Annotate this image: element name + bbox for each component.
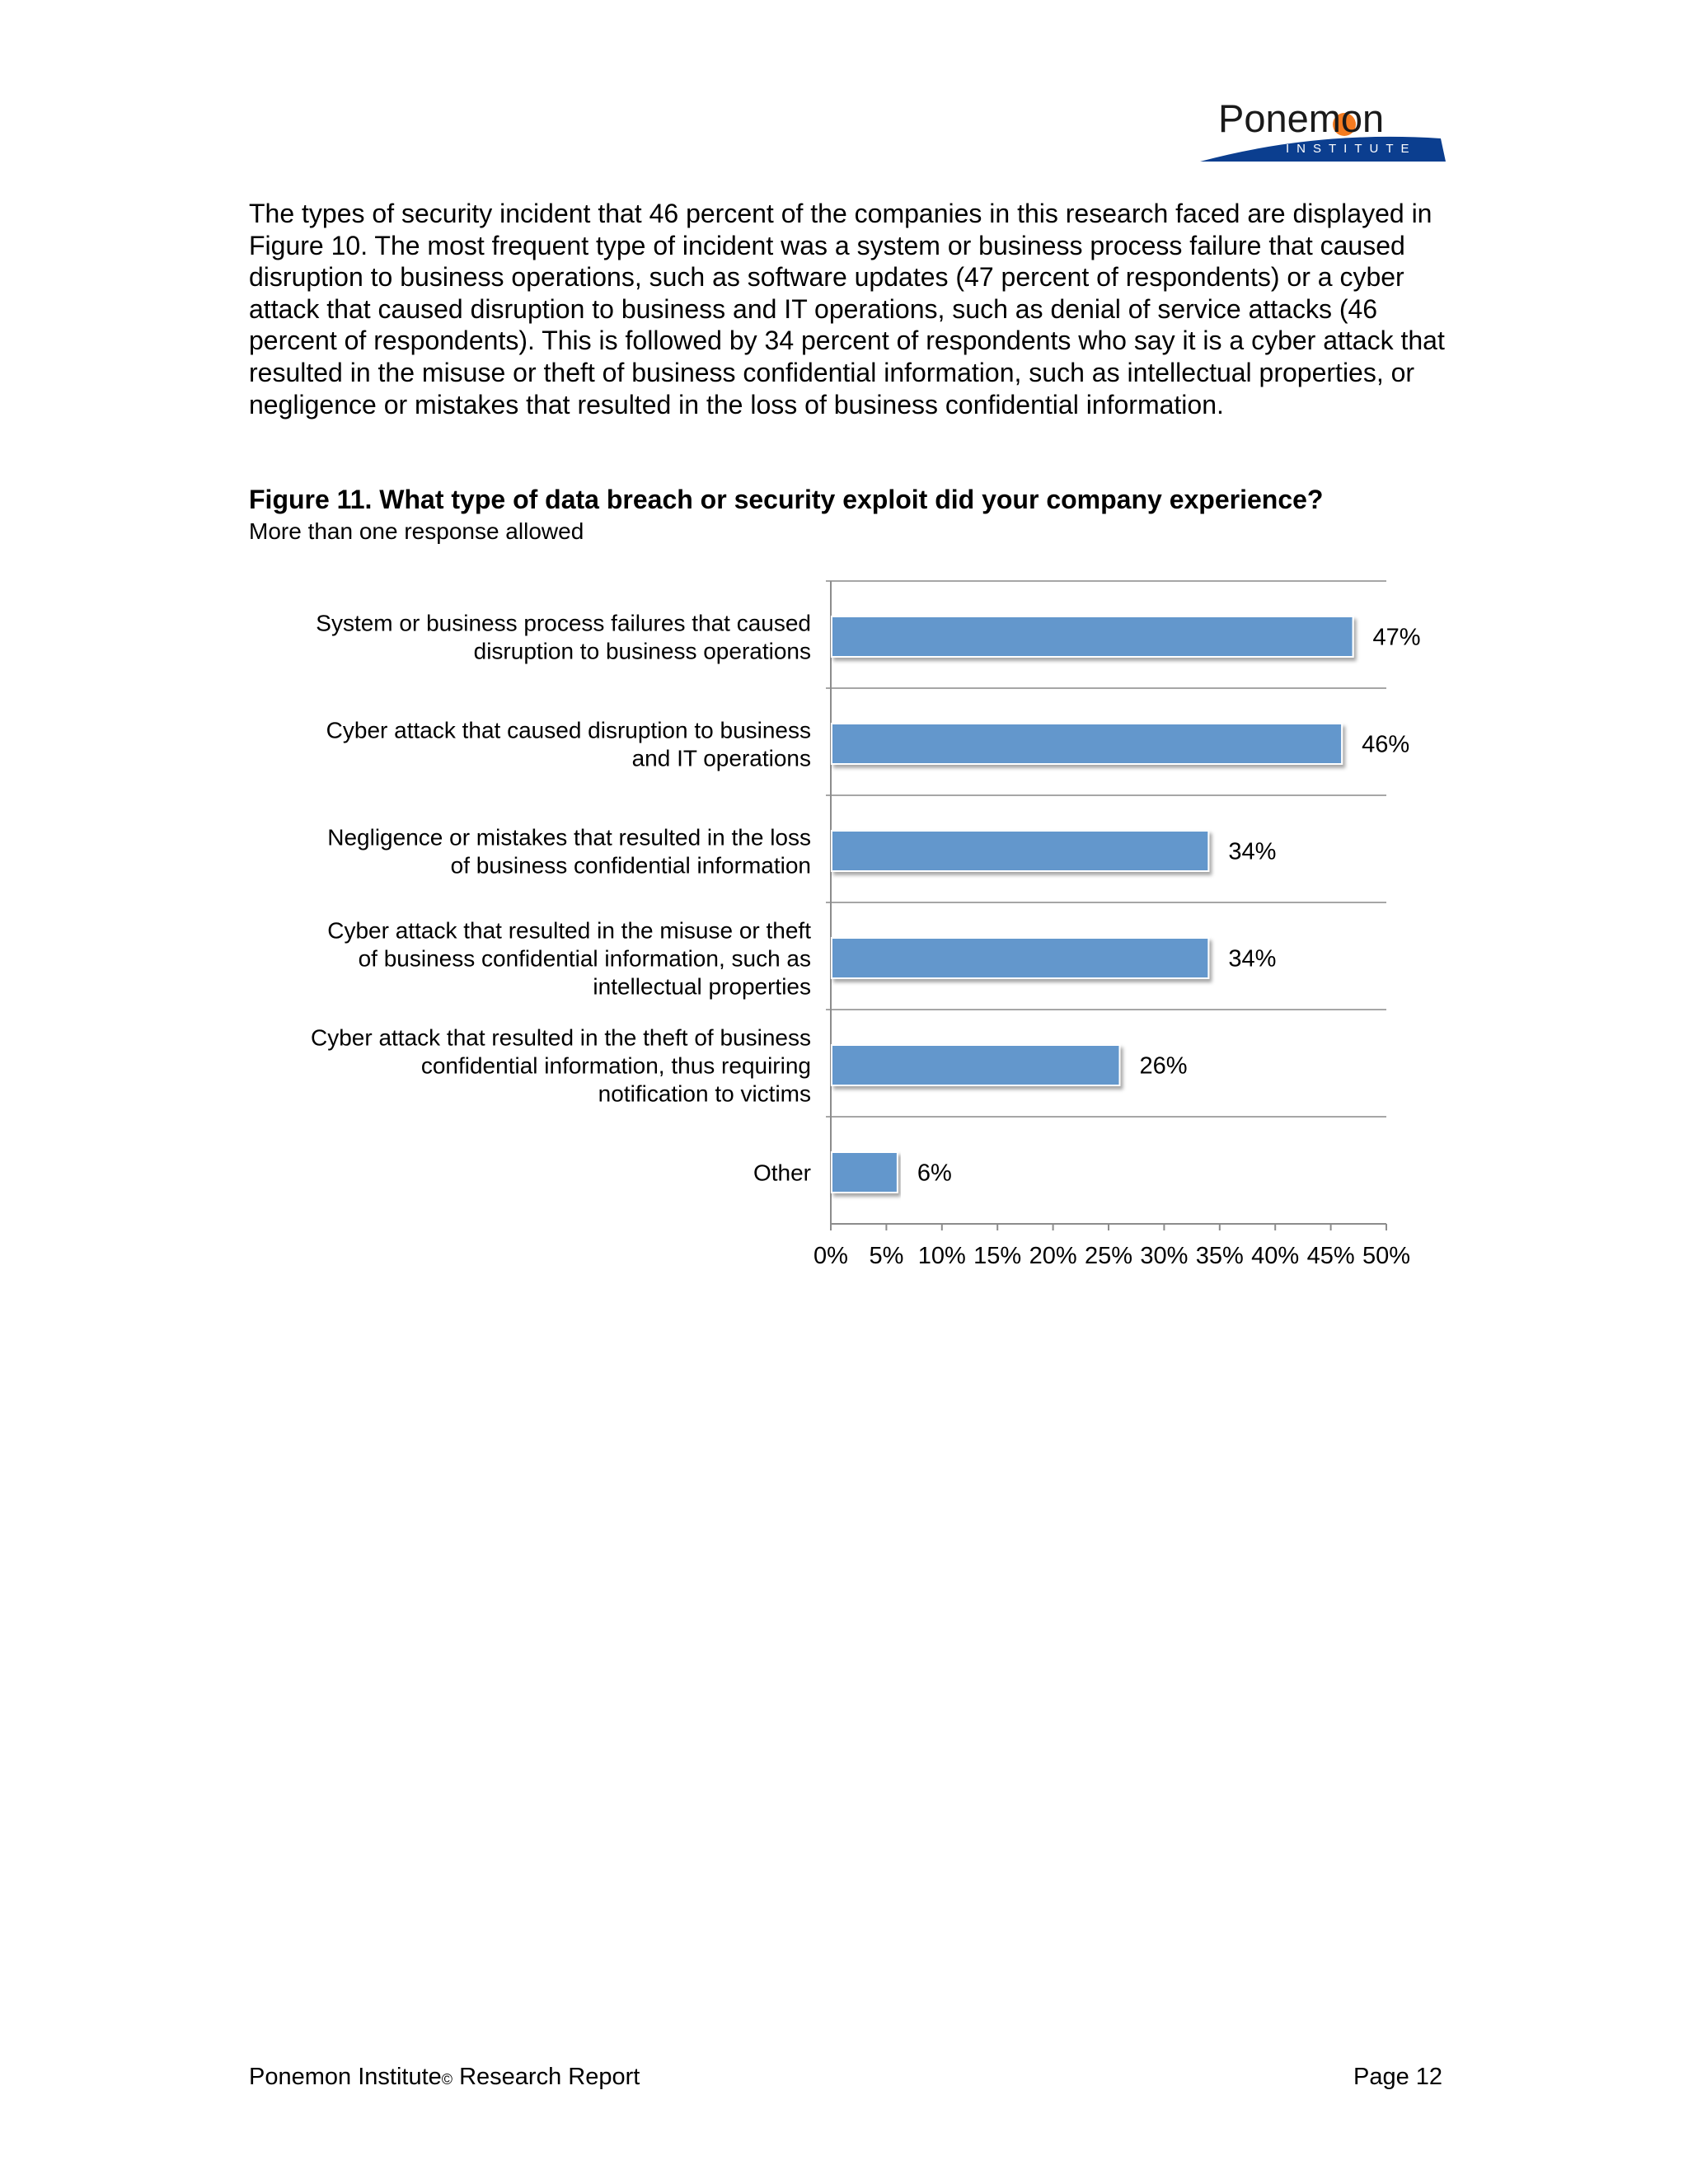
bar: [832, 938, 1208, 978]
footer-institute: Ponemon Institute: [249, 2064, 442, 2090]
x-tick-label: 5%: [869, 1243, 904, 1269]
x-tick-label: 50%: [1362, 1243, 1411, 1269]
category-label: [316, 611, 811, 664]
logo-name: Ponemon: [1218, 96, 1385, 140]
bar: [832, 831, 1208, 871]
bar: [832, 1152, 898, 1193]
category-label-line: Cyber attack that caused disruption to business: [326, 717, 811, 743]
x-tick-label: 35%: [1195, 1243, 1244, 1269]
figure-title: Figure 11. What type of data breach or security exploit did your company experience?: [249, 485, 1324, 514]
category-label-line: of business confidential information: [450, 852, 811, 879]
x-tick-label: 40%: [1251, 1243, 1300, 1269]
category-label-line: disruption to business operations: [473, 638, 811, 664]
x-tick-label: 45%: [1306, 1243, 1355, 1269]
bar: [832, 616, 1353, 657]
category-label-line: of business confidential information, such as: [358, 945, 811, 972]
body-paragraph: The types of security incident that 46 percent of the companies in this research faced are displayed in Figure 10. The most frequent type of incident was a system or business process failure that caused disruption to business operations, such as software updates (47 percent of respondents) or a cyber attack that caused disruption to business and IT operations, such as denial of service attacks (46 percent of respondents). This is followed by 34 percent of respondents who say it is a cyber attack that resulted in the misuse or theft of business confidential information, such as intellectual properties, or negligence or mistakes that resulted in the loss of business confidential information.: [249, 199, 1445, 419]
category-label-line: and IT operations: [631, 745, 811, 771]
category-label-line: Other: [753, 1160, 811, 1186]
footer-page-number: Page 12: [1353, 2064, 1443, 2090]
category-label-line: confidential information, thus requiring: [420, 1052, 811, 1079]
category-label: [311, 1025, 811, 1107]
category-label: [327, 918, 811, 1000]
bar-value-label: 6%: [917, 1160, 952, 1187]
figure-subtitle: More than one response allowed: [249, 518, 584, 544]
category-label: [753, 1160, 811, 1186]
bar-value-label: 26%: [1139, 1052, 1188, 1080]
category-label: [327, 825, 811, 879]
category-label-line: Negligence or mistakes that resulted in the loss: [327, 824, 811, 851]
category-label-line: intellectual properties: [593, 973, 811, 1000]
x-tick-label: 0%: [814, 1243, 848, 1269]
footer-report-name: [249, 2064, 640, 2091]
category-label-line: Cyber attack that resulted in the misuse or theft: [327, 917, 811, 944]
x-tick-label: 20%: [1029, 1243, 1077, 1269]
bar: [832, 724, 1342, 764]
category-label-line: notification to victims: [598, 1080, 811, 1107]
bar-value-label: 34%: [1228, 945, 1277, 972]
x-tick-label: 15%: [973, 1243, 1022, 1269]
x-tick-label: 25%: [1084, 1243, 1133, 1269]
footer-report-suffix: Research Report: [452, 2064, 640, 2090]
bar: [832, 1045, 1119, 1085]
bar-value-label: 46%: [1362, 731, 1410, 758]
category-label-line: System or business process failures that caused: [316, 610, 811, 636]
x-tick-label: 10%: [917, 1243, 966, 1269]
category-label: [326, 718, 811, 771]
bar-value-label: 34%: [1228, 838, 1277, 865]
x-tick-label: 30%: [1140, 1243, 1189, 1269]
logo-subtitle: INSTITUTE: [1286, 142, 1417, 156]
category-label-line: Cyber attack that resulted in the theft of business: [310, 1024, 811, 1051]
footer-copyright: ©: [441, 2071, 453, 2088]
bar-value-label: 47%: [1372, 624, 1421, 651]
